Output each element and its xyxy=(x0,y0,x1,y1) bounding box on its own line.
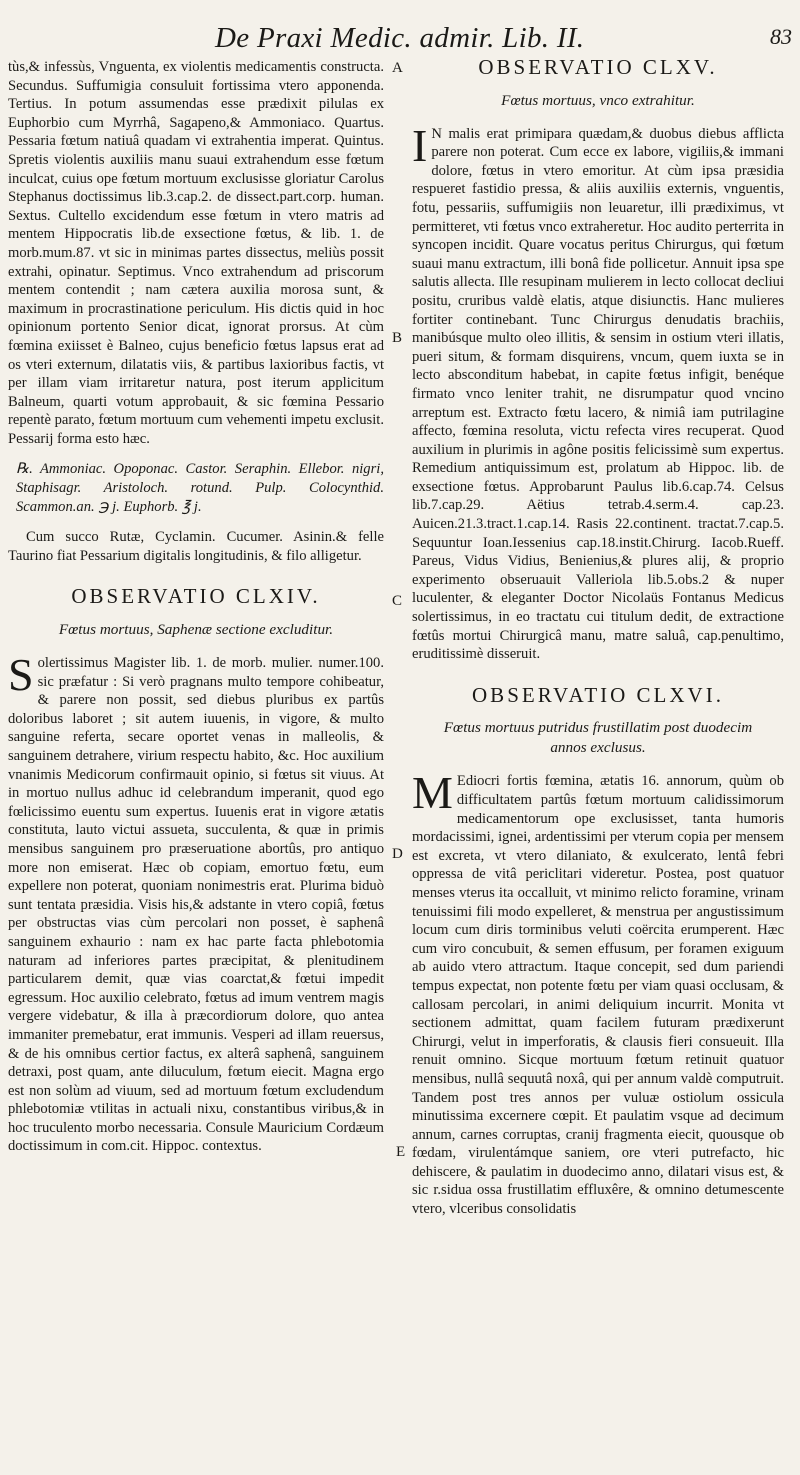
running-title: De Praxi Medic. admir. Lib. II. xyxy=(215,22,585,54)
right-column xyxy=(412,55,785,1219)
left-paragraph-3-text: olertissimus Magister lib. 1. de morb. mulier. numer.100. sic præfatur : Si verò pragnans multo tempore cohibeatur, & parere non possit, sed diebus pluribus ex partûs doloribus laboret ; sit autem iuuenis, in vigore, & multo sanguine referta, secare oportet venas in malleolis, & sanguinem detrahere, virium respectu habito, &c. Hoc auxilium vnanimis Medicorum confirmauit opinio, si fœtus sit viuus. At in mortuo nullus adhuc id celebrandum imperanit, quod ego fœlicissimo euentu sum expertus. Iuuenis erat in vigore ætatis constituta, lauto victui assueta, succulenta, & quæ in primis mensibus sanguinem pro præseruatione abortûs, pro antiquo more non emiserat. Hæc ob copiam, emortuo fœtu, eum expellere non poterat, quoniam nonimestris erat. Plurima biduò sunt tentata præsidia. Visis his,& adstante in vtero copiâ, fœtus per obstructas vias cùm percolari non posset, è saphenâ sanguinem exhaurio : nam ex hac parte facta phlebotomia naturam ad inferiores partes præcipitat, & plenitudinem particularem demit, quæ vias coarctat,& fœtui impedit egressum. Hoc auxilio celebrato, fœtus ad imum ventrem magis vergere videbatur, & illa à præcordiorum dolore, quo antea immaniter premebatur, erat immunis. Vesperi ad illam reuersus, & de his omnibus certior factus, ex alterâ saphenâ, sanguinem detraxi, post quam, ante diluculum, fœtum eiecit. Magna ergo est non solùm ad viuum, sed ad mortuum fœtum excludendum phlebotomiæ vtilitas in actuali nixu, constantibus viribus,& in hoc truculento morbo necessaria. Consule Mauricium Cordæum doctissimum in com.cit. Hippoc. contextus. xyxy=(8,655,384,1155)
recipe-formula: ℞. Ammoniac. Opoponac. Castor. Seraphin. Ellebor. nigri, Staphisagr. Aristoloch. rotund. Pulp. Colocynthid. Scammon.an. ℈ j. Euphorb. ℥ j. xyxy=(16,461,384,515)
page-header xyxy=(0,18,800,54)
observation-heading-165: OBSERVATIO CLXV. xyxy=(478,55,718,79)
margin-letter-e: E xyxy=(396,1144,406,1160)
margin-letter-b: B xyxy=(392,330,403,346)
right-paragraph-2-text: Ediocri fortis fœmina, ætatis 16. annorum, quùm ob difficultatem partûs fœtum mortuum calidissimorum medicamentorum ope exclusisset, tanta humoris mordacissimi, ignei, ardentissimi per vterum copia per mensem est excreta, vt vtero dilaniato, & exulcerato, lentâ febri oppressa de vitâ periclitari videretur. Postea, post quatuor menses vterus ita occalluit, vt minimo relicto foramine, vrinam tenuissimi fili modo expelleret, & menstrua per angustissimum locum cum diris torminibus veluti coërcita erumperent. Hæc cum viro concubuit, & semen effusum, per foramen exiguum ab auido vtero attractum. Itaque concepit, sed dum pariendi tempus expectat, non potente fœtu per viam quasi occlusam, & callosam percolari, in animi deliquium incurrit. Monita vt sectionem admittat, quam facilem futuram prædixerunt Chirurgi, velut in imperforatis, & clausis fieri consueuit. Illa renuit omnino. Sicque mortuum fœtum retinuit quatuor mensibus, nullâ sequutâ noxâ, qui per annum valdè computruit. Tandem post tres annos per vuluæ ostiolum ossicula minutissima excernere cœpit. Et paulatim vsque ad decimum annum, carnes corruptas, cranij fragmenta eiecit, quousque ob fœdam, virulentámque saniem, ore vteri putrefacto, hic dehiscere, & paulatim in duodecimo anno, dilatari visus est, & sic r.sidua ossa frustillatim effluxêre, & omnino detumescente vtero, vlceribus consolidatis xyxy=(412,773,784,1218)
margin-letter-c: C xyxy=(392,593,403,609)
left-paragraph-1: tùs,& infessùs, Vnguenta, ex violentis medicamentis constructa. Secundus. Suffumigia consuluit fortissima vtero apponenda. Tertius. In potum assumendas esse prædixit pilulas ex Euphorbio cum Myrrhâ, Sagapeno,& Ammoniaco. Quartus. Pessaria fœtum natiuâ quadam vi extrahentia imperat. Quintus. Spretis violentis auxiliis manu suaui extrahendum esse fœtum inculcat, cuius ope fœtum mortuum exclusisse gloriatur Carolus Stephanus doctissimus lib.3.cap.2. de dissect.part.corp. human. Sextus. Cultello excidendum esse fœtum in vtero matris ad mentem Hippocratis lib.de exsectione fœtus, & lib. 1. de morb.mum.87. vt sic in minimas partes dissectus, meliùs possit extrahi, opinatur. Septimus. Vnco extrahendum ad priscorum mentem contendit ; nam cætera auxilia morosa sunt, & maximum in procrastinatione periculum. His dictis quid in hoc opinionum portento Senior dicat, ignorat prorsus. At cùm fœmina exiisset è Balneo, cujus beneficio fœtus lapsus erat ad os vteri externum, dilatatis viis, & partibus laxioribus factis, vt per illam viam irritaretur natura, post iterum applicitum Balneum, quarti votum approbauit, & sic fœmina Pessario repentè parato, fœtum mortuum cum vehementi impetu exclusit. Pessarij forma esto hæc. xyxy=(8,59,384,447)
observation-subtitle-166: Fœtus mortuus putridus frustillatim post duodecim annos exclusus. xyxy=(443,719,753,757)
margin-letter-d: D xyxy=(392,846,403,862)
left-paragraph-2: Cum succo Rutæ, Cyclamin. Cucumer. Asinin.& felle Taurino fiat Pessarium digitalis longitudinis, & filo alligetur. xyxy=(8,529,384,564)
dropcap-m: M xyxy=(412,767,453,819)
observation-heading-164: OBSERVATIO CLXIV. xyxy=(71,584,321,609)
margin-letter-a: A xyxy=(392,60,403,76)
observation-heading-166: OBSERVATIO CLXVI. xyxy=(472,682,724,707)
left-column xyxy=(8,58,384,1156)
right-paragraph-1 xyxy=(412,119,785,664)
observation-subtitle-165: Fœtus mortuus, vnco extrahitur. xyxy=(501,91,695,109)
page-number: 83 xyxy=(770,24,792,49)
left-paragraph-3 xyxy=(8,649,384,1156)
observation-subtitle-164: Fœtus mortuus, Saphenæ sectione excluditur. xyxy=(58,621,334,639)
right-paragraph-1-text: N malis erat primipara quædam,& duobus diebus afflicta parere non poterat. Cum ecce ex labore, vigiliis,& immani dolore, fœtus in vtero emoritur. At cùm ipsa præsidia respueret fastidio pressa, & aliis auxiliis externis, vnguentis, fotu, pessariis, suffumigiis non leuaretur, illi prædiximus, vt permitteret, vti fœtus vnco extraheretur. Hoc audito perterrita in syncopen incidit. Quare vocatus peritus Chirurgus, qui fœtum suaui manu extractum, illi bonâ fide pollicetur. Annuit ipsa spe salutis allecta. Ille resupinam mulierem in lecto collocat decliui positu, cruribus valdè elatis, atque disiunctis. Hanc mulieres fortiter continebant. Tunc Chirurgus denudatis brachiis, manibúsque multo oleo illitis, & sensim in ostium vteri illatis, pueri situm, & formam disquirens, vncum, quem iuxta se in lecto absconditum habebat, in capite fœtus infigit, benéque firmato vnco leniter trahit, ne disrumpatur quod vncino arreptum est. Extracto fœtu lacero, & nimiâ iam putrilagine affecto, fœmina resoluta, victu refecta vires recuperat. Quod auxilium in plurimis in agône positis felicissimè sum expertus. Remedium antiquissimum est, prolatum ab Hippoc. lib. de exsectione fœtus. Approbarunt Paulus lib.6.cap.74. Celsus lib.7.cap.29. Aëtius tetrab.4.serm.4. cap.23. Auicen.21.3.tract.1.cap.14. Rasis 22.continent. tractat.7.cap.5. Sequuntur Ioan.Iessenius cap.18.instit.Chirurg. Iacob.Rueff. Pareus, Vidus Vidius, Benienius,& plures alij, & proprio experimento obseruauit Valleriola lib.5.obs.2 & nuper luculenter, & eleganter Doctor Nicolaüs Fontanus Medicus solertissimus, in eo tractatu cui titulum dedit, de extractione fœtûs mortui Chirurgicâ manu, matre saluâ, cap.penultimo, eruditissimè disseruit. xyxy=(412,125,785,663)
right-paragraph-2 xyxy=(412,767,784,1218)
dropcap-i: I xyxy=(412,119,428,171)
dropcap-s: S xyxy=(8,649,34,701)
